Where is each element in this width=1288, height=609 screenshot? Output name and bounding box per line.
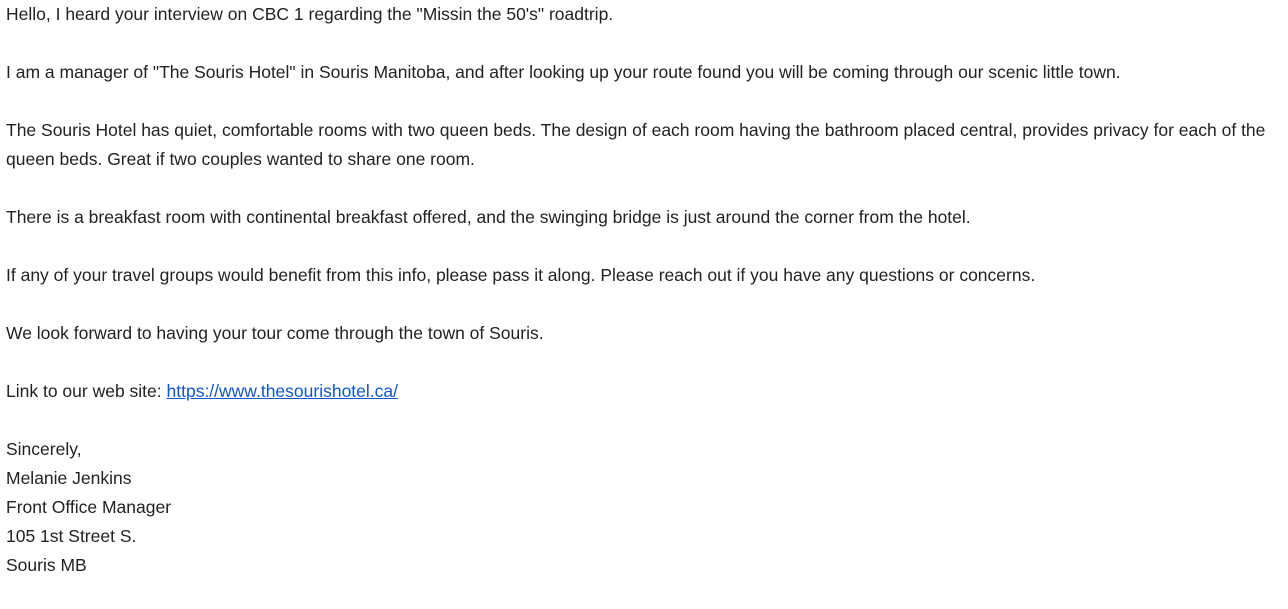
signature-city: Souris MB — [6, 555, 87, 575]
signature-closing: Sincerely, — [6, 439, 82, 459]
intro-paragraph: I am a manager of "The Souris Hotel" in Souris Manitoba, and after looking up your route found you will be coming through our scenic little town. — [6, 62, 1121, 82]
website-link[interactable]: https://www.thesourishotel.ca/ — [166, 381, 398, 401]
email-body — [6, 0, 1286, 609]
closing-paragraph: We look forward to having your tour come through the town of Souris. — [6, 323, 544, 343]
signature-block — [6, 435, 1286, 580]
rooms-paragraph: The Souris Hotel has quiet, comfortable rooms with two queen beds. The design of each room having the bathroom placed central, provides privacy for each of the queen beds. Great if two couples wanted to share one room. — [6, 120, 1266, 169]
website-paragraph — [6, 377, 1286, 406]
signature-title: Front Office Manager — [6, 497, 172, 517]
greeting-paragraph: Hello, I heard your interview on CBC 1 regarding the "Missin the 50's" roadtrip. — [6, 4, 614, 24]
website-prefix: Link to our web site: — [6, 381, 167, 401]
breakfast-paragraph: There is a breakfast room with continental breakfast offered, and the swinging bridge is just around the corner from the hotel. — [6, 207, 971, 227]
share-paragraph: If any of your travel groups would benefit from this info, please pass it along. Please reach out if you have any questions or concerns. — [6, 265, 1036, 285]
signature-address: 105 1st Street S. — [6, 526, 137, 546]
signature-name: Melanie Jenkins — [6, 468, 132, 488]
